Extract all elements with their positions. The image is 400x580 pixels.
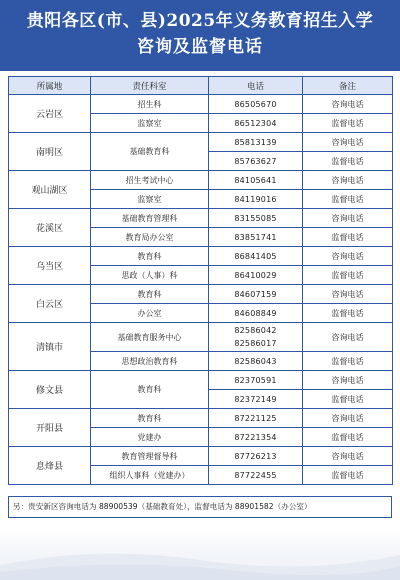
phone-cell: 87221125 <box>209 409 303 428</box>
dept-cell: 教育科 <box>91 371 209 409</box>
header-region: 所属地 <box>9 77 91 95</box>
region-cell: 云岩区 <box>9 95 91 133</box>
title-banner <box>0 0 400 71</box>
table-row <box>9 323 393 352</box>
note-cell: 监督电话 <box>303 114 393 133</box>
page-title-line2: 咨询及监督电话 <box>137 37 263 57</box>
phone-list <box>209 324 302 350</box>
region-cell: 乌当区 <box>9 247 91 285</box>
table-body <box>9 95 393 485</box>
phone-cell: 85763627 <box>209 152 303 171</box>
note-cell: 咨询电话 <box>303 409 393 428</box>
note-cell: 咨询电话 <box>303 171 393 190</box>
dept-cell: 思政（人事）科 <box>91 266 209 285</box>
header-note: 备注 <box>303 77 393 95</box>
contact-table-wrapper <box>8 76 392 485</box>
dept-cell: 办公室 <box>91 304 209 323</box>
table-header-row <box>9 77 393 95</box>
table-row <box>9 95 393 114</box>
phone-cell: 84119016 <box>209 190 303 209</box>
region-cell: 观山湖区 <box>9 171 91 209</box>
table-row <box>9 285 393 304</box>
dept-cell: 监察室 <box>91 190 209 209</box>
table-row <box>9 371 393 390</box>
dept-cell: 监察室 <box>91 114 209 133</box>
dept-cell: 基础教育服务中心 <box>91 323 209 352</box>
wave-decoration <box>0 540 400 580</box>
note-cell: 咨询电话 <box>303 209 393 228</box>
note-cell: 咨询电话 <box>303 95 393 114</box>
page-title-line1: 贵阳各区(市、县)2025年义务教育招生入学 <box>26 11 374 31</box>
region-cell: 南明区 <box>9 133 91 171</box>
phone-number: 82586042 <box>234 326 277 335</box>
note-cell: 监督电话 <box>303 390 393 409</box>
region-cell: 清镇市 <box>9 323 91 371</box>
phone-cell: 83851741 <box>209 228 303 247</box>
note-cell: 监督电话 <box>303 190 393 209</box>
note-cell: 监督电话 <box>303 152 393 171</box>
region-cell: 白云区 <box>9 285 91 323</box>
table-row <box>9 247 393 266</box>
note-cell: 咨询电话 <box>303 247 393 266</box>
phone-cell: 87722455 <box>209 466 303 485</box>
phone-cell: 86841405 <box>209 247 303 266</box>
phone-cell: 87726213 <box>209 447 303 466</box>
phone-cell <box>209 323 303 352</box>
note-cell: 监督电话 <box>303 304 393 323</box>
dept-cell: 基础教育科 <box>91 133 209 171</box>
phone-cell: 84105641 <box>209 171 303 190</box>
footnote: 另：贵安新区咨询电话为 88900539（基础教育处），监督电话为 88901582（办公室） <box>8 496 392 518</box>
header-dept: 责任科室 <box>91 77 209 95</box>
table-row <box>9 409 393 428</box>
region-cell: 花溪区 <box>9 209 91 247</box>
phone-cell: 84607159 <box>209 285 303 304</box>
dept-cell: 教育科 <box>91 409 209 428</box>
table-row <box>9 209 393 228</box>
note-cell: 监督电话 <box>303 228 393 247</box>
dept-cell: 教育科 <box>91 247 209 266</box>
phone-cell: 86505670 <box>209 95 303 114</box>
contact-table <box>8 76 393 485</box>
phone-cell: 82372149 <box>209 390 303 409</box>
table-row <box>9 171 393 190</box>
dept-cell: 教育科 <box>91 285 209 304</box>
dept-cell: 招生科 <box>91 95 209 114</box>
note-cell: 监督电话 <box>303 266 393 285</box>
phone-cell: 83155085 <box>209 209 303 228</box>
note-cell: 咨询电话 <box>303 285 393 304</box>
phone-cell: 86512304 <box>209 114 303 133</box>
note-cell: 咨询电话 <box>303 323 393 352</box>
dept-cell: 招生考试中心 <box>91 171 209 190</box>
dept-cell: 党建办 <box>91 428 209 447</box>
note-cell: 监督电话 <box>303 352 393 371</box>
dept-cell: 教育局办公室 <box>91 228 209 247</box>
phone-cell: 82586043 <box>209 352 303 371</box>
phone-cell: 86410029 <box>209 266 303 285</box>
phone-cell: 82370591 <box>209 371 303 390</box>
header-phone: 电话 <box>209 77 303 95</box>
region-cell: 息烽县 <box>9 447 91 485</box>
dept-cell: 基础教育管理科 <box>91 209 209 228</box>
note-cell: 监督电话 <box>303 428 393 447</box>
dept-cell: 思想政治教育科 <box>91 352 209 371</box>
note-cell: 咨询电话 <box>303 133 393 152</box>
table-row <box>9 447 393 466</box>
table-row <box>9 133 393 152</box>
note-cell: 监督电话 <box>303 466 393 485</box>
phone-number: 82586017 <box>234 339 277 348</box>
phone-cell: 84608849 <box>209 304 303 323</box>
region-cell: 修文县 <box>9 371 91 409</box>
dept-cell: 教育管理督导科 <box>91 447 209 466</box>
note-cell: 咨询电话 <box>303 447 393 466</box>
phone-cell: 85813139 <box>209 133 303 152</box>
dept-cell: 组织人事科（党建办） <box>91 466 209 485</box>
region-cell: 开阳县 <box>9 409 91 447</box>
phone-cell: 87221354 <box>209 428 303 447</box>
bottom-decoration <box>0 530 400 580</box>
note-cell: 咨询电话 <box>303 371 393 390</box>
